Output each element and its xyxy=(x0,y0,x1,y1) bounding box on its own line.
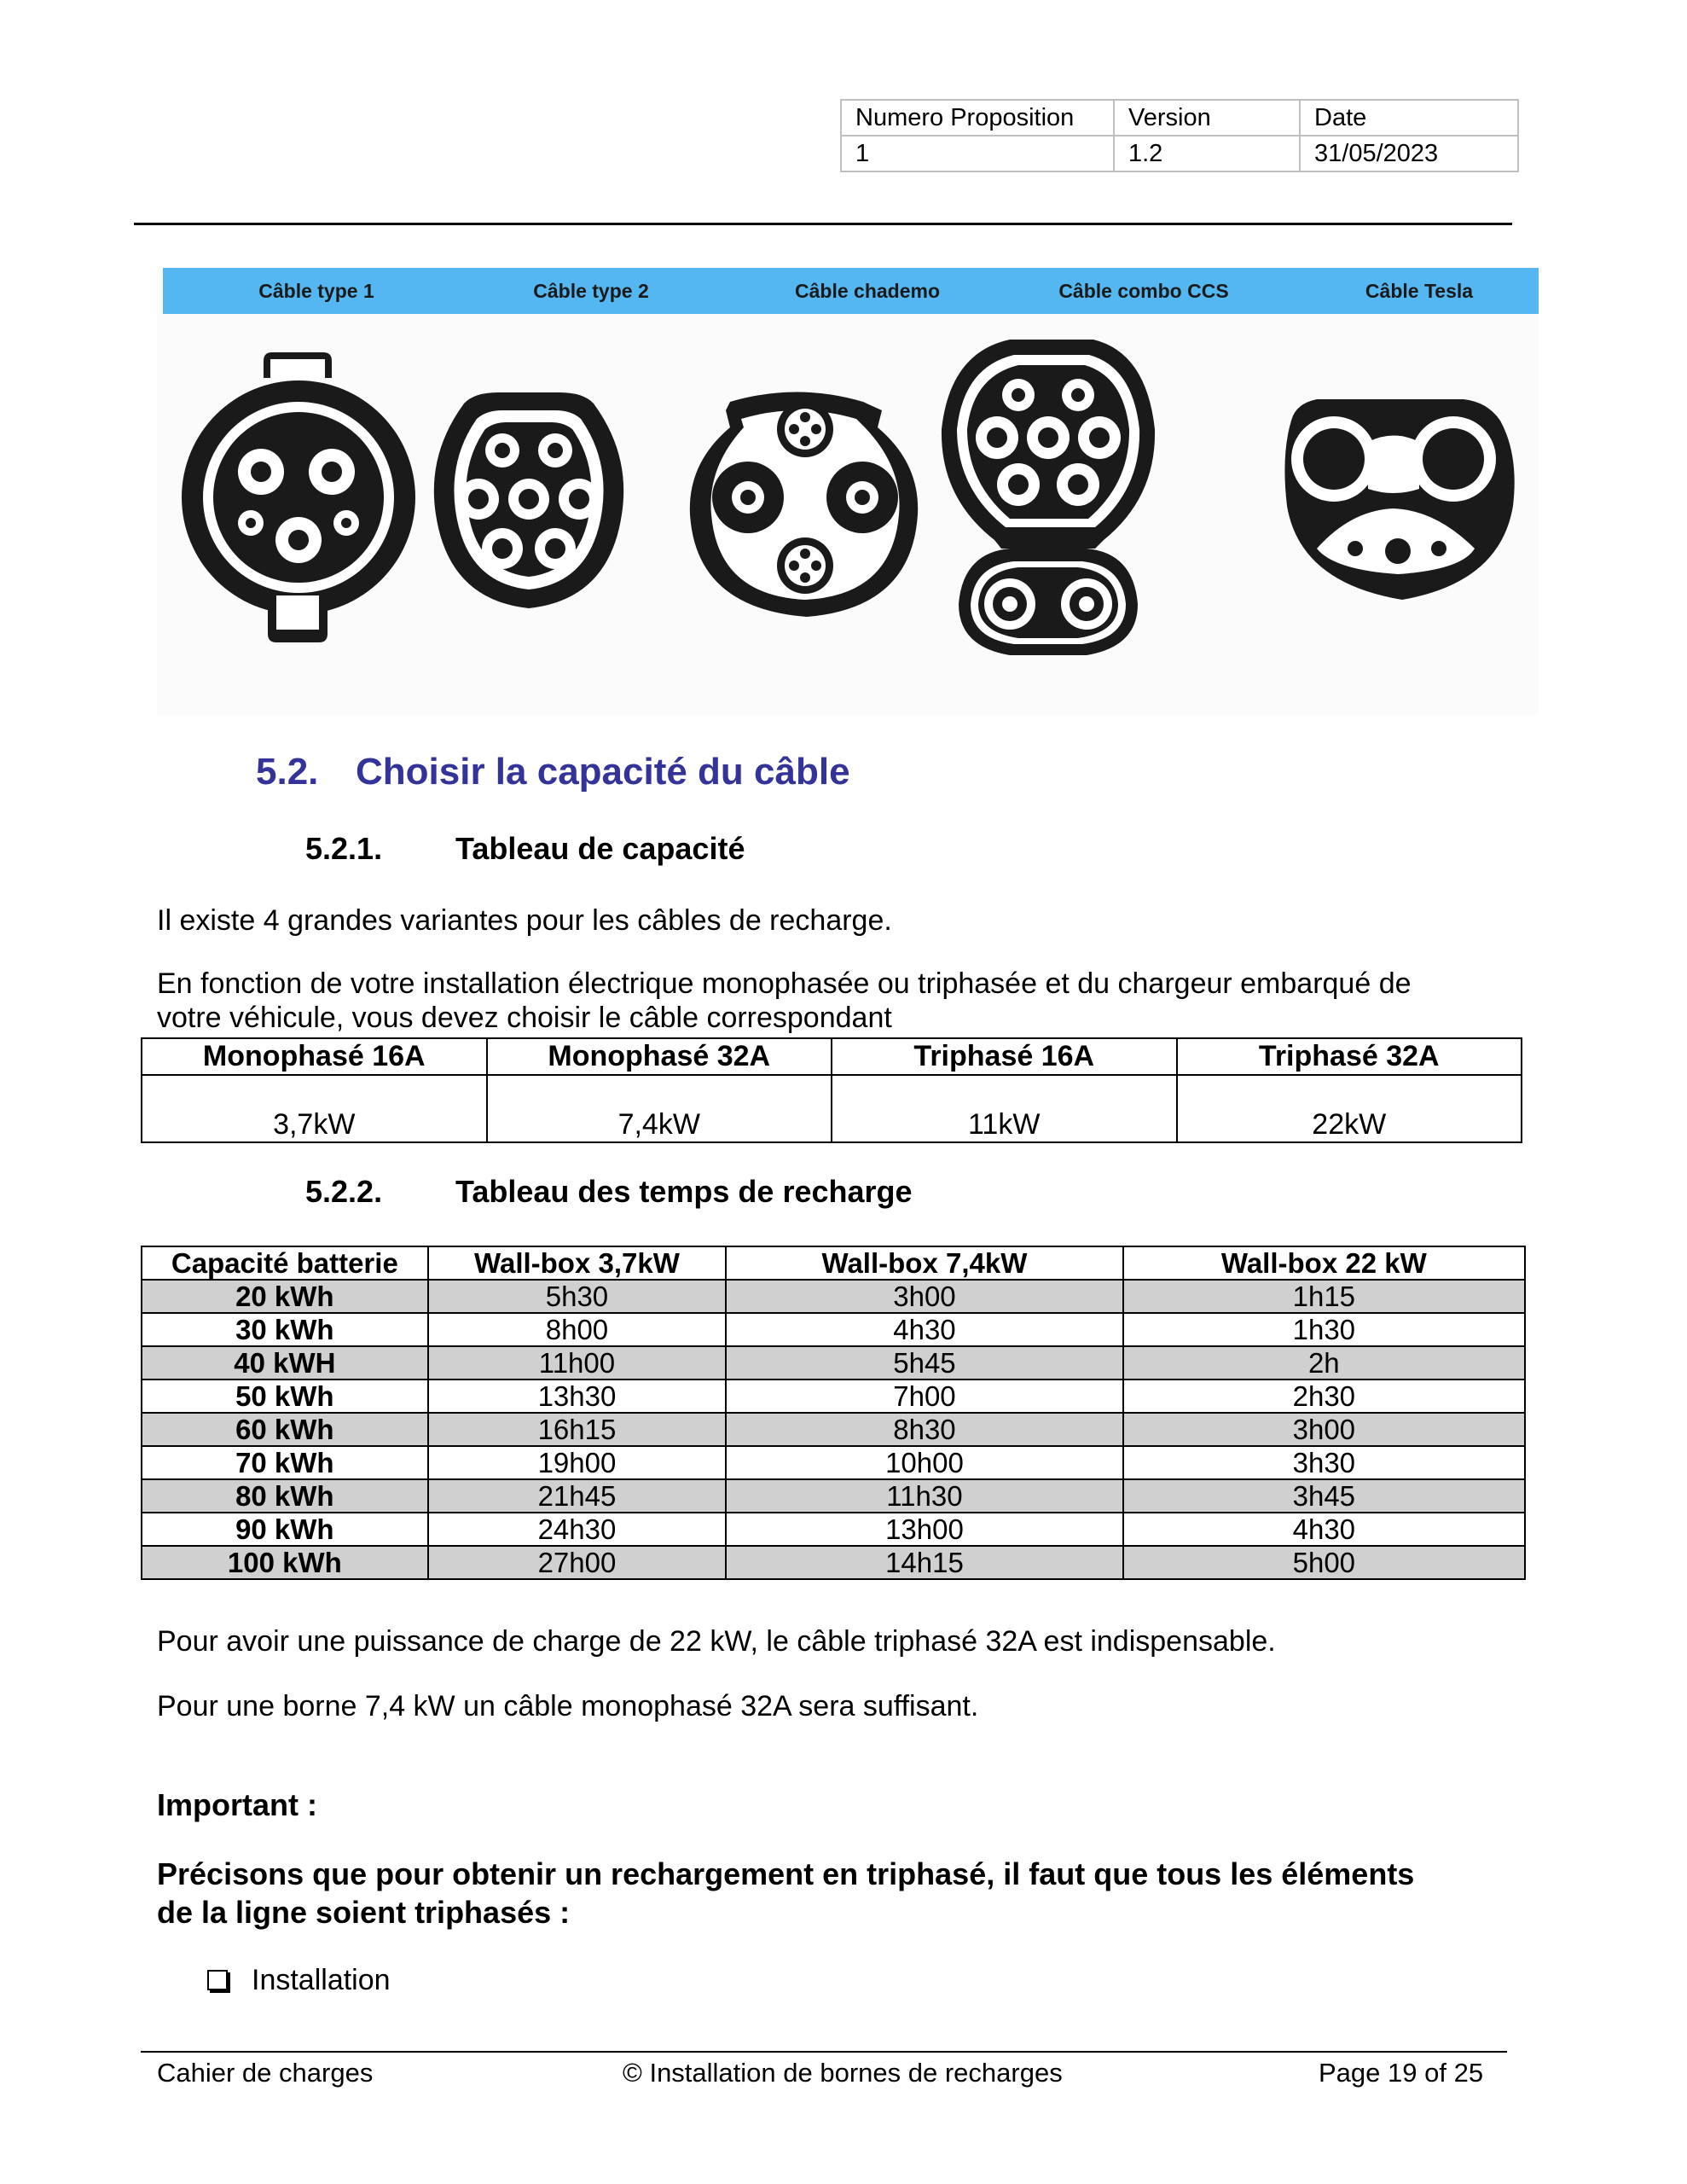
paragraph: Pour avoir une puissance de charge de 22 kW, le câble triphasé 32A est indispensable. xyxy=(157,1625,1276,1658)
connector-types-figure xyxy=(157,267,1539,715)
capacity-header-cell: Triphasé 32A xyxy=(1177,1038,1522,1075)
footer-center: © Installation de bornes de recharges xyxy=(623,2058,1063,2088)
capacity-header-cell: Triphasé 16A xyxy=(832,1038,1177,1075)
meta-value-cell: 1.2 xyxy=(1114,136,1300,171)
ccs-connector-icon xyxy=(942,340,1155,655)
time-cell: 19h00 xyxy=(428,1446,727,1479)
capacity-value-row xyxy=(142,1075,1522,1142)
paragraph-line: En fonction de votre installation électrique monophasée ou triphasée et du chargeur embarqué de xyxy=(157,967,1412,1000)
time-cell: 1h15 xyxy=(1123,1280,1525,1313)
battery-capacity-cell: 70 kWh xyxy=(142,1446,428,1479)
time-cell: 5h00 xyxy=(1123,1546,1525,1579)
meta-value-cell: 31/05/2023 xyxy=(1300,136,1518,171)
connector-label: Câble type 2 xyxy=(533,280,649,302)
footer-left: Cahier de charges xyxy=(157,2058,374,2088)
checklist-item xyxy=(207,1964,391,1997)
battery-capacity-cell: 50 kWh xyxy=(142,1380,428,1413)
subsection-title: Tableau de capacité xyxy=(455,831,745,866)
capacity-value-cell: 11kW xyxy=(832,1075,1177,1142)
subsection-heading-2 xyxy=(305,1174,913,1210)
time-cell: 7h00 xyxy=(726,1380,1122,1413)
time-cell: 3h00 xyxy=(1123,1413,1525,1446)
meta-value-row xyxy=(841,136,1518,171)
subsection-number: 5.2.2. xyxy=(305,1174,383,1209)
subsection-title: Tableau des temps de recharge xyxy=(455,1174,913,1209)
important-label: Important : xyxy=(157,1787,317,1822)
battery-capacity-cell: 80 kWh xyxy=(142,1479,428,1513)
battery-capacity-cell: 20 kWh xyxy=(142,1280,428,1313)
time-cell: 2h30 xyxy=(1123,1380,1525,1413)
tesla-connector-icon xyxy=(1284,399,1514,600)
capacity-header-row xyxy=(142,1038,1522,1075)
time-cell: 24h30 xyxy=(428,1513,727,1546)
time-cell: 5h30 xyxy=(428,1280,727,1313)
time-cell: 1h30 xyxy=(1123,1313,1525,1346)
time-cell: 4h30 xyxy=(1123,1513,1525,1546)
time-cell: 11h30 xyxy=(726,1479,1122,1513)
precision-line: de la ligne soient triphasés : xyxy=(157,1895,571,1930)
meta-value-cell: 1 xyxy=(841,136,1114,171)
table-row xyxy=(142,1413,1525,1446)
time-cell: 16h15 xyxy=(428,1413,727,1446)
section-title: Choisir la capacité du câble xyxy=(356,751,850,793)
time-cell: 13h30 xyxy=(428,1380,727,1413)
capacity-value-cell: 22kW xyxy=(1177,1075,1522,1142)
section-heading xyxy=(256,751,850,793)
connector-label: Câble Tesla xyxy=(1365,280,1474,302)
table-row xyxy=(142,1380,1525,1413)
paragraph: Il existe 4 grandes variantes pour les câbles de recharge. xyxy=(157,904,892,937)
capacity-table xyxy=(141,1037,1522,1143)
time-cell: 5h45 xyxy=(726,1346,1122,1380)
table-row xyxy=(142,1313,1525,1346)
capacity-header-cell: Monophasé 32A xyxy=(487,1038,832,1075)
time-cell: 4h30 xyxy=(726,1313,1122,1346)
time-cell: 27h00 xyxy=(428,1546,727,1579)
chademo-connector-icon xyxy=(690,392,918,618)
paragraph: Pour une borne 7,4 kW un câble monophasé 32A sera suffisant. xyxy=(157,1690,979,1722)
time-cell: 11h00 xyxy=(428,1346,727,1380)
time-cell: 3h45 xyxy=(1123,1479,1525,1513)
meta-header-cell: Version xyxy=(1114,100,1300,136)
meta-header-row xyxy=(841,100,1518,136)
connector-label: Câble combo CCS xyxy=(1058,280,1229,302)
time-cell: 14h15 xyxy=(726,1546,1122,1579)
subsection-heading-1 xyxy=(305,831,745,867)
subsection-number: 5.2.1. xyxy=(305,831,383,866)
checkbox-icon xyxy=(207,1970,228,1990)
checklist-label: Installation xyxy=(252,1964,391,1996)
time-cell: 21h45 xyxy=(428,1479,727,1513)
time-cell: 3h30 xyxy=(1123,1446,1525,1479)
capacity-value-cell: 7,4kW xyxy=(487,1075,832,1142)
recharge-time-table xyxy=(141,1246,1526,1580)
type1-connector-icon xyxy=(182,352,415,642)
table-row xyxy=(142,1280,1525,1313)
battery-capacity-cell: 30 kWh xyxy=(142,1313,428,1346)
recharge-header-cell: Wall-box 22 kW xyxy=(1123,1246,1525,1280)
time-cell: 10h00 xyxy=(726,1446,1122,1479)
table-row xyxy=(142,1446,1525,1479)
time-cell: 3h00 xyxy=(726,1280,1122,1313)
battery-capacity-cell: 100 kWh xyxy=(142,1546,428,1579)
connector-label: Câble chademo xyxy=(795,280,940,302)
battery-capacity-cell: 60 kWh xyxy=(142,1413,428,1446)
footer-page-number: Page 19 of 25 xyxy=(1319,2058,1484,2088)
recharge-header-cell: Wall-box 7,4kW xyxy=(726,1246,1122,1280)
capacity-header-cell: Monophasé 16A xyxy=(142,1038,487,1075)
recharge-header-cell: Wall-box 3,7kW xyxy=(428,1246,727,1280)
table-row xyxy=(142,1346,1525,1380)
table-row xyxy=(142,1513,1525,1546)
time-cell: 13h00 xyxy=(726,1513,1122,1546)
time-cell: 8h30 xyxy=(726,1413,1122,1446)
document-meta-table xyxy=(840,99,1519,172)
header-rule xyxy=(134,223,1512,225)
time-cell: 2h xyxy=(1123,1346,1525,1380)
footer-rule xyxy=(141,2051,1507,2053)
connector-icons xyxy=(157,267,1539,715)
meta-header-cell: Date xyxy=(1300,100,1518,136)
section-number: 5.2. xyxy=(256,751,319,793)
capacity-value-cell: 3,7kW xyxy=(142,1075,487,1142)
meta-header-cell: Numero Proposition xyxy=(841,100,1114,136)
type2-connector-icon xyxy=(434,392,623,608)
recharge-header-row xyxy=(142,1246,1525,1280)
connector-label: Câble type 1 xyxy=(258,280,374,302)
recharge-header-cell: Capacité batterie xyxy=(142,1246,428,1280)
table-row xyxy=(142,1546,1525,1579)
battery-capacity-cell: 90 kWh xyxy=(142,1513,428,1546)
table-row xyxy=(142,1479,1525,1513)
battery-capacity-cell: 40 kWH xyxy=(142,1346,428,1380)
precision-line: Précisons que pour obtenir un rechargement en triphasé, il faut que tous les éléments xyxy=(157,1856,1415,1891)
paragraph-line: votre véhicule, vous devez choisir le câble correspondant xyxy=(157,1002,892,1034)
time-cell: 8h00 xyxy=(428,1313,727,1346)
